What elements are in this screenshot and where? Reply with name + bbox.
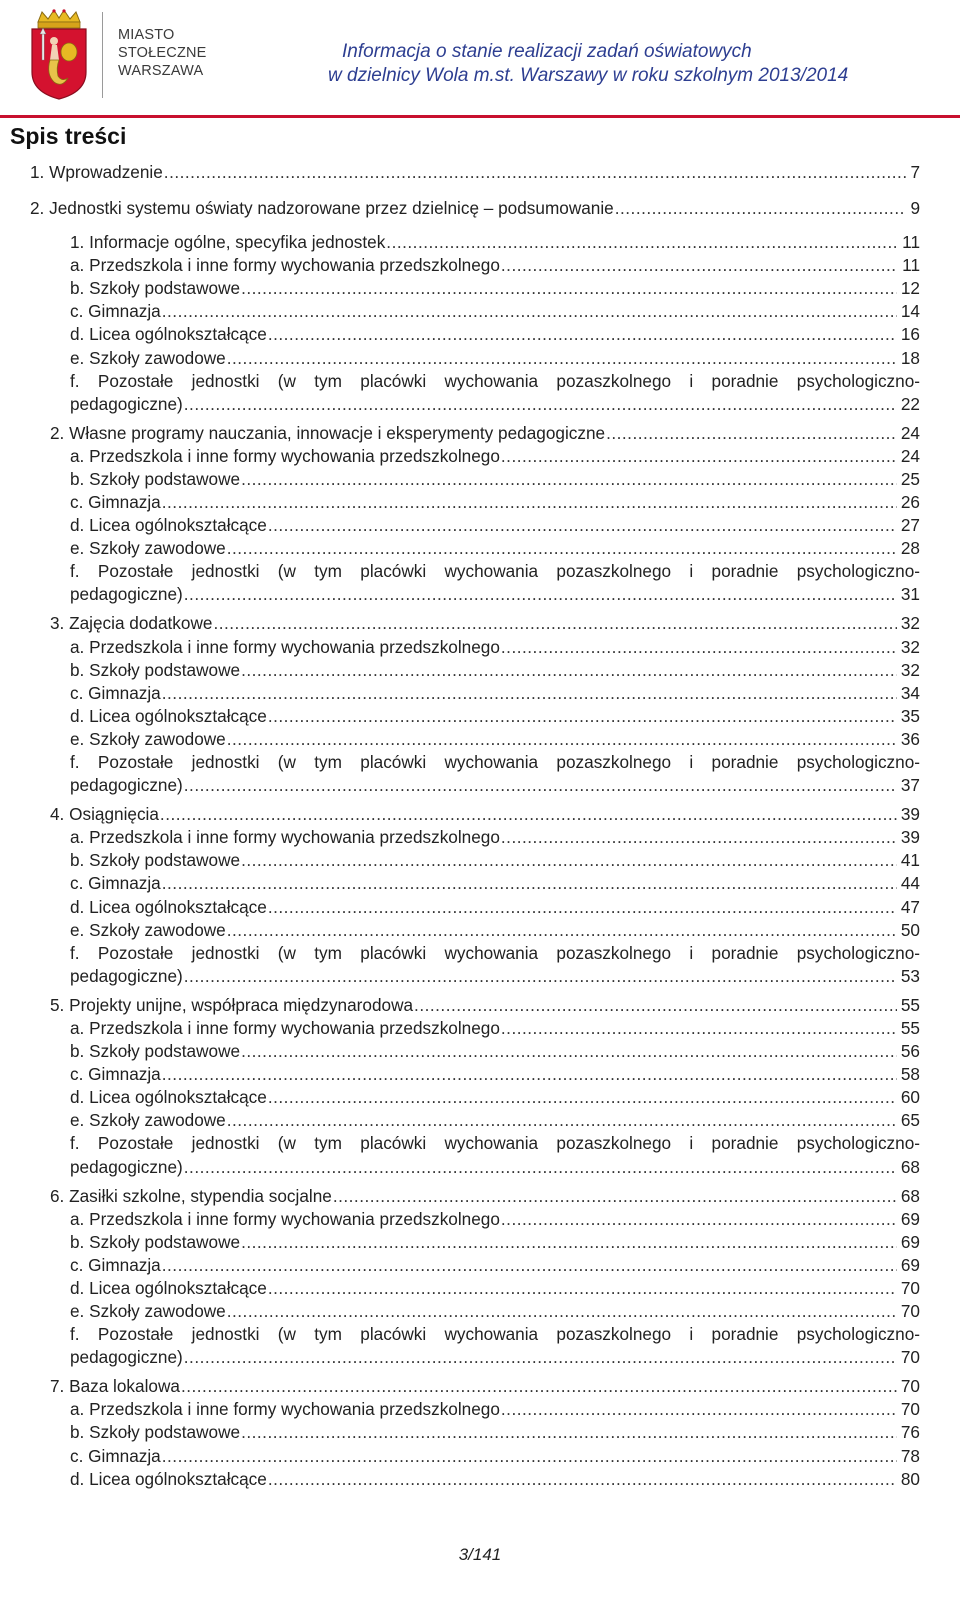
toc-entry[interactable]: [30, 196, 920, 220]
dot-leader: [162, 1253, 897, 1277]
toc-entry-label: e. Szkoły zawodowe: [70, 1301, 226, 1321]
toc-entry-label: 2. Własne programy nauczania, innowacje i eksperymenty pedagogiczne: [50, 422, 606, 443]
toc-entry[interactable]: [70, 871, 920, 895]
toc-entry-label: d. Licea ogólnokształcące: [70, 1277, 267, 1298]
toc-entry[interactable]: [30, 160, 920, 184]
dot-leader: [227, 918, 897, 942]
toc-entry[interactable]: [70, 918, 920, 942]
toc-entry[interactable]: [70, 346, 920, 370]
toc-entry-page: 70: [900, 1277, 920, 1298]
toc-entry-page: 37: [900, 775, 920, 796]
toc-entry-label: c. Gimnazja: [70, 1254, 161, 1275]
toc-entry[interactable]: [70, 1155, 920, 1179]
toc-entry-page: 7: [910, 162, 920, 182]
toc-entry-label: b. Szkoły podstawowe: [70, 659, 241, 680]
dot-leader: [241, 276, 897, 300]
dot-leader: [227, 1108, 897, 1132]
toc-entry-page: 32: [900, 613, 920, 634]
toc-entry[interactable]: [70, 253, 920, 277]
dot-leader: [162, 681, 897, 705]
toc-entry-page: 60: [900, 1087, 920, 1108]
toc-entry[interactable]: [70, 681, 920, 705]
toc-entry[interactable]: [70, 825, 920, 849]
toc-entry-page: 58: [900, 1064, 920, 1085]
dot-leader: [268, 1467, 897, 1491]
toc-entry-label: e. Szkoły zawodowe: [70, 538, 226, 559]
toc-entry-label: b. Szkoły podstawowe: [70, 468, 241, 489]
toc-entry-label: b. Szkoły podstawowe: [70, 1041, 241, 1061]
toc-entry-page: 32: [900, 636, 920, 657]
logo-line: STOŁECZNE: [118, 45, 207, 61]
toc-entry[interactable]: [70, 635, 920, 659]
toc-entry-page: 16: [900, 324, 920, 345]
toc-entry-label: a. Przedszkola i inne formy wychowania przedszkolnego: [70, 636, 500, 657]
toc-entry-label: 2. Jednostki systemu oświaty nadzorowane przez dzielnicę – podsumowanie: [30, 198, 614, 218]
toc-entry[interactable]: [70, 582, 920, 606]
toc-entry-label: d. Licea ogólnokształcące: [70, 324, 267, 345]
document-title: [328, 40, 938, 88]
dot-leader: [181, 1374, 897, 1398]
toc-entry-label: pedagogiczne): [70, 1347, 183, 1368]
dot-leader: [227, 346, 897, 370]
dot-leader: [501, 253, 898, 277]
toc-entry-page: 70: [900, 1347, 920, 1368]
dot-leader: [241, 1230, 897, 1254]
toc-entry-label: 5. Projekty unijne, współpraca międzynarodowa: [50, 994, 414, 1015]
toc-entry-label: 1. Informacje ogólne, specyfika jednostek: [70, 232, 386, 252]
toc-entry-page: 41: [900, 850, 920, 871]
document-title-line1: Informacja o stanie realizacji zadań oświatowych: [342, 41, 752, 62]
toc-entry-label: 4. Osiągnięcia: [50, 804, 159, 825]
toc-entry-label: c. Gimnazja: [70, 1445, 161, 1466]
dot-leader: [386, 230, 898, 254]
toc-entry[interactable]: [70, 1230, 920, 1254]
toc-entry-page: 26: [900, 492, 920, 512]
dot-leader: [164, 160, 907, 184]
toc-entry-page: 53: [900, 965, 920, 986]
toc-entry-page: 22: [900, 393, 920, 414]
toc-entry-continued-label: f. Pozostałe jednostki (w tym placówki wychowania pozaszkolnego i poradnie psychologiczno-: [70, 561, 920, 582]
toc-entry[interactable]: [70, 1085, 920, 1109]
dot-leader: [268, 895, 897, 919]
toc-entry-label: c. Gimnazja: [70, 873, 161, 894]
toc-entry-label: pedagogiczne): [70, 584, 183, 605]
dot-leader: [268, 513, 897, 537]
toc-entry[interactable]: [70, 1039, 920, 1063]
toc-entry-page: 35: [900, 705, 920, 726]
toc-entry[interactable]: [70, 444, 920, 468]
toc-entry-label: e. Szkoły zawodowe: [70, 919, 226, 940]
page-number: 3/141: [458, 1545, 502, 1564]
toc-entry-page: 39: [900, 827, 920, 848]
dot-leader: [268, 1276, 897, 1300]
toc-entry-label: pedagogiczne): [70, 393, 183, 414]
toc-entry-label: d. Licea ogólnokształcące: [70, 705, 267, 726]
dot-leader: [501, 1207, 897, 1231]
document-title-line2: w dzielnicy Wola m.st. Warszawy w roku szkolnym 2013/2014: [328, 65, 849, 86]
toc-entry[interactable]: [70, 322, 920, 346]
dot-leader: [213, 611, 896, 635]
dot-leader: [268, 1085, 897, 1109]
toc-entry-page: 80: [900, 1468, 920, 1489]
toc-entry-page: 69: [900, 1254, 920, 1275]
toc-entry-page: 25: [900, 468, 920, 489]
dot-leader: [501, 635, 897, 659]
toc-entry-page: 56: [900, 1041, 920, 1061]
toc-entry-page: 32: [900, 659, 920, 680]
toc-entry-label: d. Licea ogólnokształcące: [70, 1468, 267, 1489]
toc-entry[interactable]: [70, 490, 920, 514]
header-rule: [0, 115, 960, 118]
toc-entry-label: a. Przedszkola i inne formy wychowania przedszkolnego: [70, 255, 500, 276]
toc-entry-label: b. Szkoły podstawowe: [70, 1231, 241, 1252]
toc-entry-page: 78: [900, 1445, 920, 1466]
toc-entry-continued-label: f. Pozostałe jednostki (w tym placówki wychowania pozaszkolnego i poradnie psychologiczno-: [70, 1324, 920, 1345]
dot-leader: [162, 1062, 897, 1086]
toc-entry-label: e. Szkoły zawodowe: [70, 728, 226, 749]
logo-separator: [102, 12, 103, 98]
toc-entry[interactable]: [70, 1345, 920, 1369]
toc-entry-label: c. Gimnazja: [70, 682, 161, 703]
toc-entry-label: d. Licea ogólnokształcące: [70, 515, 267, 536]
toc-entry-page: 69: [900, 1231, 920, 1252]
toc-entry-page: 27: [900, 515, 920, 536]
toc-entry-label: 6. Zasiłki szkolne, stypendia socjalne: [50, 1185, 332, 1206]
toc-entry-page: 70: [900, 1399, 920, 1420]
toc-entry[interactable]: [50, 1374, 920, 1398]
dot-leader: [501, 444, 897, 468]
toc-entry-page: 11: [902, 255, 920, 276]
toc-entry[interactable]: [70, 299, 920, 323]
toc-entry-label: a. Przedszkola i inne formy wychowania przedszkolnego: [70, 1399, 500, 1420]
dot-leader: [501, 1397, 897, 1421]
dot-leader: [184, 582, 897, 606]
toc-entry-page: 69: [900, 1208, 920, 1229]
toc-entry-label: e. Szkoły zawodowe: [70, 347, 226, 368]
toc-entry-label: 1. Wprowadzenie: [30, 162, 163, 182]
city-logo-text: [118, 26, 207, 80]
toc-entry-label: d. Licea ogólnokształcące: [70, 896, 267, 917]
toc-entry-label: 3. Zajęcia dodatkowe: [50, 613, 213, 634]
toc-entry[interactable]: [50, 611, 920, 635]
toc-entry-label: b. Szkoły podstawowe: [70, 278, 241, 299]
toc-entry[interactable]: [70, 1207, 920, 1231]
dot-leader: [162, 871, 897, 895]
dot-leader: [241, 467, 897, 491]
toc-entry[interactable]: [70, 1397, 920, 1421]
toc-entry-page: 9: [910, 198, 920, 218]
toc-entry[interactable]: [70, 276, 920, 300]
toc-entry-label: b. Szkoły podstawowe: [70, 850, 241, 871]
dot-leader: [268, 704, 897, 728]
toc-entry-page: 12: [900, 278, 920, 299]
toc-entry-page: 34: [900, 682, 920, 703]
toc-entry-label: e. Szkoły zawodowe: [70, 1110, 226, 1131]
toc-entry[interactable]: [70, 964, 920, 988]
dot-leader: [184, 773, 897, 797]
toc-entry[interactable]: [50, 802, 920, 826]
toc-entry-continued-label: f. Pozostałe jednostki (w tym placówki wychowania pozaszkolnego i poradnie psychologiczno-: [70, 752, 920, 772]
toc-heading: Spis treści: [10, 123, 127, 149]
dot-leader: [227, 536, 897, 560]
dot-leader: [162, 490, 897, 514]
toc-entry-label: c. Gimnazja: [70, 301, 161, 322]
toc-entry-page: 28: [900, 538, 920, 559]
toc-entry-page: 70: [900, 1301, 920, 1321]
toc-entry[interactable]: [70, 1276, 920, 1300]
toc-entry-page: 39: [900, 804, 920, 825]
dot-leader: [241, 848, 897, 872]
toc-entry-page: 55: [900, 994, 920, 1015]
dot-leader: [160, 802, 897, 826]
toc-entry-label: c. Gimnazja: [70, 492, 161, 512]
toc-entry-continued-label: f. Pozostałe jednostki (w tym placówki wychowania pozaszkolnego i poradnie psychologiczno-: [70, 942, 920, 963]
toc-entry-label: a. Przedszkola i inne formy wychowania przedszkolnego: [70, 827, 500, 848]
toc-entry-page: 70: [900, 1376, 920, 1397]
toc-entry[interactable]: [50, 1184, 920, 1208]
toc-entry-label: pedagogiczne): [70, 1156, 183, 1177]
toc-entry[interactable]: [70, 773, 920, 797]
toc-entry[interactable]: [70, 727, 920, 751]
toc-entry-label: pedagogiczne): [70, 965, 183, 986]
toc-entry[interactable]: [70, 1062, 920, 1086]
dot-leader: [501, 825, 897, 849]
toc-entry-page: 24: [900, 422, 920, 443]
toc-entry-page: 76: [900, 1422, 920, 1443]
toc-entry-continued-label: f. Pozostałe jednostki (w tym placówki wychowania pozaszkolnego i poradnie psychologiczno-: [70, 1133, 920, 1154]
toc-entry[interactable]: [70, 658, 920, 682]
toc-entry-page: 68: [900, 1185, 920, 1206]
toc-entry[interactable]: [70, 536, 920, 560]
dot-leader: [268, 322, 897, 346]
dot-leader: [241, 1039, 897, 1063]
dot-leader: [184, 964, 897, 988]
toc-entry[interactable]: [70, 895, 920, 919]
toc-entry-page: 11: [902, 232, 920, 252]
toc-entry[interactable]: [70, 467, 920, 491]
toc-entry-page: 68: [900, 1156, 920, 1177]
dot-leader: [227, 727, 897, 751]
toc-entry-label: b. Szkoły podstawowe: [70, 1422, 241, 1443]
dot-leader: [333, 1184, 897, 1208]
toc-entry-continued-label: f. Pozostałe jednostki (w tym placówki wychowania pozaszkolnego i poradnie psychologiczno-: [70, 370, 920, 391]
toc-entry-label: pedagogiczne): [70, 775, 183, 796]
toc-entry[interactable]: [70, 1016, 920, 1040]
toc-entry-label: a. Przedszkola i inne formy wychowania przedszkolnego: [70, 445, 500, 466]
toc-entry[interactable]: [70, 848, 920, 872]
toc-entry[interactable]: [70, 1108, 920, 1132]
toc-entry[interactable]: [70, 704, 920, 728]
toc-entry[interactable]: [70, 1444, 920, 1468]
toc-entry-label: d. Licea ogólnokształcące: [70, 1087, 267, 1108]
dot-leader: [615, 196, 907, 220]
toc-entry-page: 55: [900, 1017, 920, 1038]
toc-entry[interactable]: [70, 1420, 920, 1444]
dot-leader: [184, 1155, 897, 1179]
dot-leader: [501, 1016, 897, 1040]
toc-entry-label: a. Przedszkola i inne formy wychowania przedszkolnego: [70, 1017, 500, 1038]
dot-leader: [606, 421, 897, 445]
toc-entry-page: 44: [900, 873, 920, 894]
toc-entry[interactable]: [70, 1253, 920, 1277]
toc-entry-label: 7. Baza lokalowa: [50, 1376, 180, 1397]
toc-entry[interactable]: [70, 513, 920, 537]
toc-entry-page: 65: [900, 1110, 920, 1131]
toc-entry-label: a. Przedszkola i inne formy wychowania przedszkolnego: [70, 1208, 500, 1229]
toc-entry-label: c. Gimnazja: [70, 1064, 161, 1085]
dot-leader: [184, 1345, 897, 1369]
warsaw-coat-of-arms-icon: [28, 8, 90, 100]
dot-leader: [414, 993, 897, 1017]
toc-entry-page: 18: [900, 347, 920, 368]
toc-entry[interactable]: [70, 1299, 920, 1323]
dot-leader: [241, 1420, 897, 1444]
dot-leader: [184, 392, 897, 416]
toc-entry[interactable]: [50, 993, 920, 1017]
toc-entry-page: 31: [900, 584, 920, 605]
toc-entry-page: 50: [900, 919, 920, 940]
toc-entry-page: 24: [900, 445, 920, 466]
page-header: [0, 0, 960, 122]
toc-entry-page: 47: [900, 896, 920, 917]
toc-entry[interactable]: [50, 421, 920, 445]
toc-entry-page: 36: [900, 728, 920, 749]
toc-entry[interactable]: [70, 1467, 920, 1491]
toc-entry[interactable]: [70, 230, 920, 254]
dot-leader: [241, 658, 897, 682]
logo-line: WARSZAWA: [118, 63, 204, 79]
logo-line: MIASTO: [118, 27, 175, 43]
dot-leader: [162, 1444, 897, 1468]
dot-leader: [162, 299, 897, 323]
toc-entry-page: 14: [900, 301, 920, 322]
toc-entry[interactable]: [70, 392, 920, 416]
dot-leader: [227, 1299, 897, 1323]
